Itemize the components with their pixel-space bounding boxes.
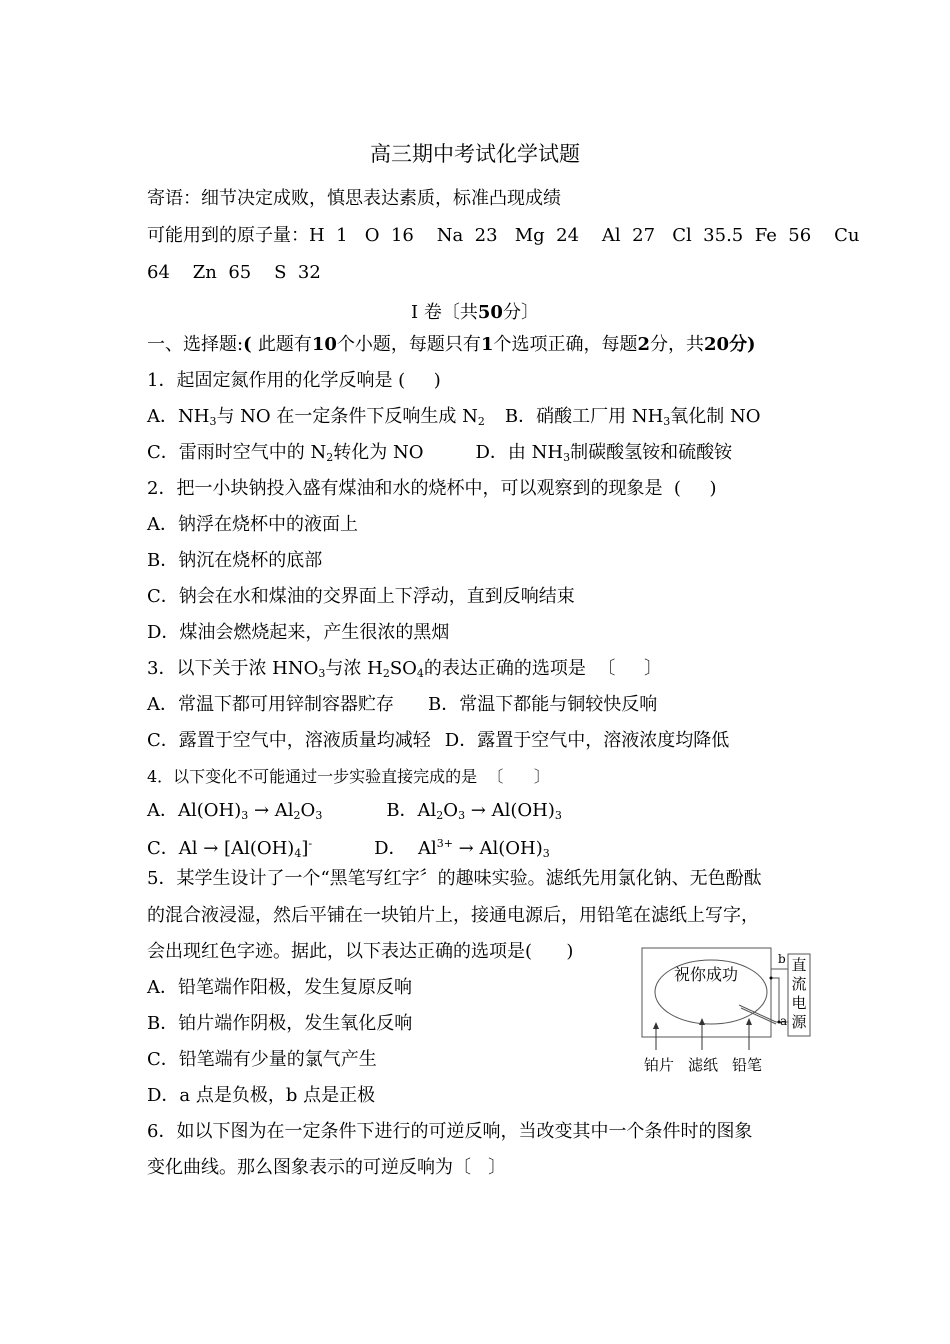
question-2-option-d: D．煤油会燃烧起来，产生很浓的黑烟 xyxy=(147,622,450,643)
question-5-line-1: 5．某学生设计了一个“黑笔写红字〞的趣味实验。滤纸先用氯化钠、无色酚酞 xyxy=(147,868,762,889)
question-1-options-ab xyxy=(147,406,761,433)
question-6-line-2: 变化曲线。那么图象表示的可逆反响为〔 〕 xyxy=(147,1157,507,1178)
caption-pencil: 铅笔 xyxy=(732,1056,763,1074)
option-a: A．$Al(OH)_3 \to Al_2O_3$ xyxy=(147,800,323,822)
label-a: a xyxy=(780,1014,788,1028)
question-3-options-ab xyxy=(147,694,657,716)
question-5-line-2: 的混合液浸湿，然后平铺在一块铂片上，接通电源后，用铅笔在滤纸上写字， xyxy=(147,905,759,926)
option-a: A．$NH_3$与 NO 在一定条件下反响生成 $N_2$ xyxy=(147,406,485,428)
point-b xyxy=(770,977,773,980)
option-d: D．露置于空气中，溶液浓度均降低 xyxy=(444,730,730,751)
question-5-option-c: C．铅笔端有少量的氯气产生 xyxy=(147,1049,377,1070)
caption-platinum: 铂片 xyxy=(644,1056,675,1074)
option-b: B．常温下都能与铜较快反响 xyxy=(428,694,658,715)
question-4-options-ab xyxy=(147,800,562,827)
power-label-2: 流 xyxy=(791,975,807,993)
question-5-option-d: D．a 点是负极，b 点是正极 xyxy=(147,1085,376,1106)
arrow-pencil-head xyxy=(746,1018,752,1025)
question-6-line-1: 6．如以下图为在一定条件下进行的可逆反响，当改变其中一个条件时的图象 xyxy=(147,1121,753,1142)
option-d: D． $Al^{3+} \to Al(OH)_3$ xyxy=(374,837,550,860)
pencil xyxy=(739,1005,776,1022)
option-a: A．常温下都可用锌制容器贮存 xyxy=(147,694,394,715)
option-d: D．由 $NH_3$制碳酸氢铵和硫酸铵 xyxy=(475,442,733,464)
electrolysis-diagram xyxy=(636,944,816,1079)
power-label-1: 直 xyxy=(791,956,807,974)
option-c: C．雷雨时空气中的 $N_2$转化为 NO xyxy=(147,442,424,464)
question-4-stem: 4．以下变化不可能通过一步实验直接完成的是 〔 〕 xyxy=(147,767,550,786)
atomic-masses-line-2: 64 Zn 65 S 32 xyxy=(147,262,321,283)
arrow-platinum-head xyxy=(653,1022,659,1029)
question-5-line-3: 会出现红色字迹。据此，以下表达正确的选项是( ) xyxy=(147,941,574,962)
option-c: C．$Al \to [Al(OH)_4]^-$ xyxy=(147,837,313,860)
question-3-stem: 3．以下关于浓 $HNO_3$与浓 $H_2SO_4$的表达正确的选项是 〔 〕 xyxy=(147,658,662,680)
question-5-option-a: A．铅笔端作阳极，发生复原反响 xyxy=(147,977,412,998)
question-2-option-c: C．钠会在水和煤油的交界面上下浮动，直到反响结束 xyxy=(147,586,575,607)
label-b: b xyxy=(778,952,786,966)
page-title: 高三期中考试化学试题 xyxy=(370,142,580,166)
arrow-paper-head xyxy=(699,1018,705,1025)
option-c: C．露置于空气中，溶液质量均减轻 xyxy=(147,730,431,751)
power-label-4: 源 xyxy=(791,1013,807,1031)
question-1-options-cd xyxy=(147,442,732,469)
question-4-options-cd xyxy=(147,833,550,865)
wire-a xyxy=(771,978,779,1022)
atomic-masses-line-1: 可能用到的原子量：H 1 O 16 Na 23 Mg 24 Al 27 Cl 35.5 Fe 56 Cu xyxy=(147,225,860,246)
question-1-stem: 1．起固定氮作用的化学反响是 ( ) xyxy=(147,370,441,391)
question-2-option-a: A．钠浮在烧杯中的液面上 xyxy=(147,514,358,535)
option-b: B．$Al_2O_3 \to Al(OH)_3$ xyxy=(386,800,562,822)
question-2-stem: 2．把一小块钠投入盛有煤油和水的烧杯中，可以观察到的现象是 ( ) xyxy=(147,478,717,499)
question-5-option-b: B．铂片端作阴极，发生氧化反响 xyxy=(147,1013,413,1034)
section-one-heading: 一、选择题:( 此题有10个小题，每题只有1个选项正确，每题2分，共20分) xyxy=(147,334,756,355)
motto: 寄语：细节决定成败，慎思表达素质，标准凸现成绩 xyxy=(147,188,561,209)
question-3-options-cd xyxy=(147,730,729,752)
caption-filter-paper: 滤纸 xyxy=(688,1056,719,1074)
option-b: B．硝酸工厂用 $NH_3$氧化制 NO xyxy=(504,406,761,428)
question-2-option-b: B．钠沉在烧杯的底部 xyxy=(147,550,323,571)
written-text: 祝你成功 xyxy=(674,965,739,984)
part-one-heading: Ⅰ 卷〔共50分〕 xyxy=(411,302,539,323)
power-label-3: 电 xyxy=(791,994,807,1012)
